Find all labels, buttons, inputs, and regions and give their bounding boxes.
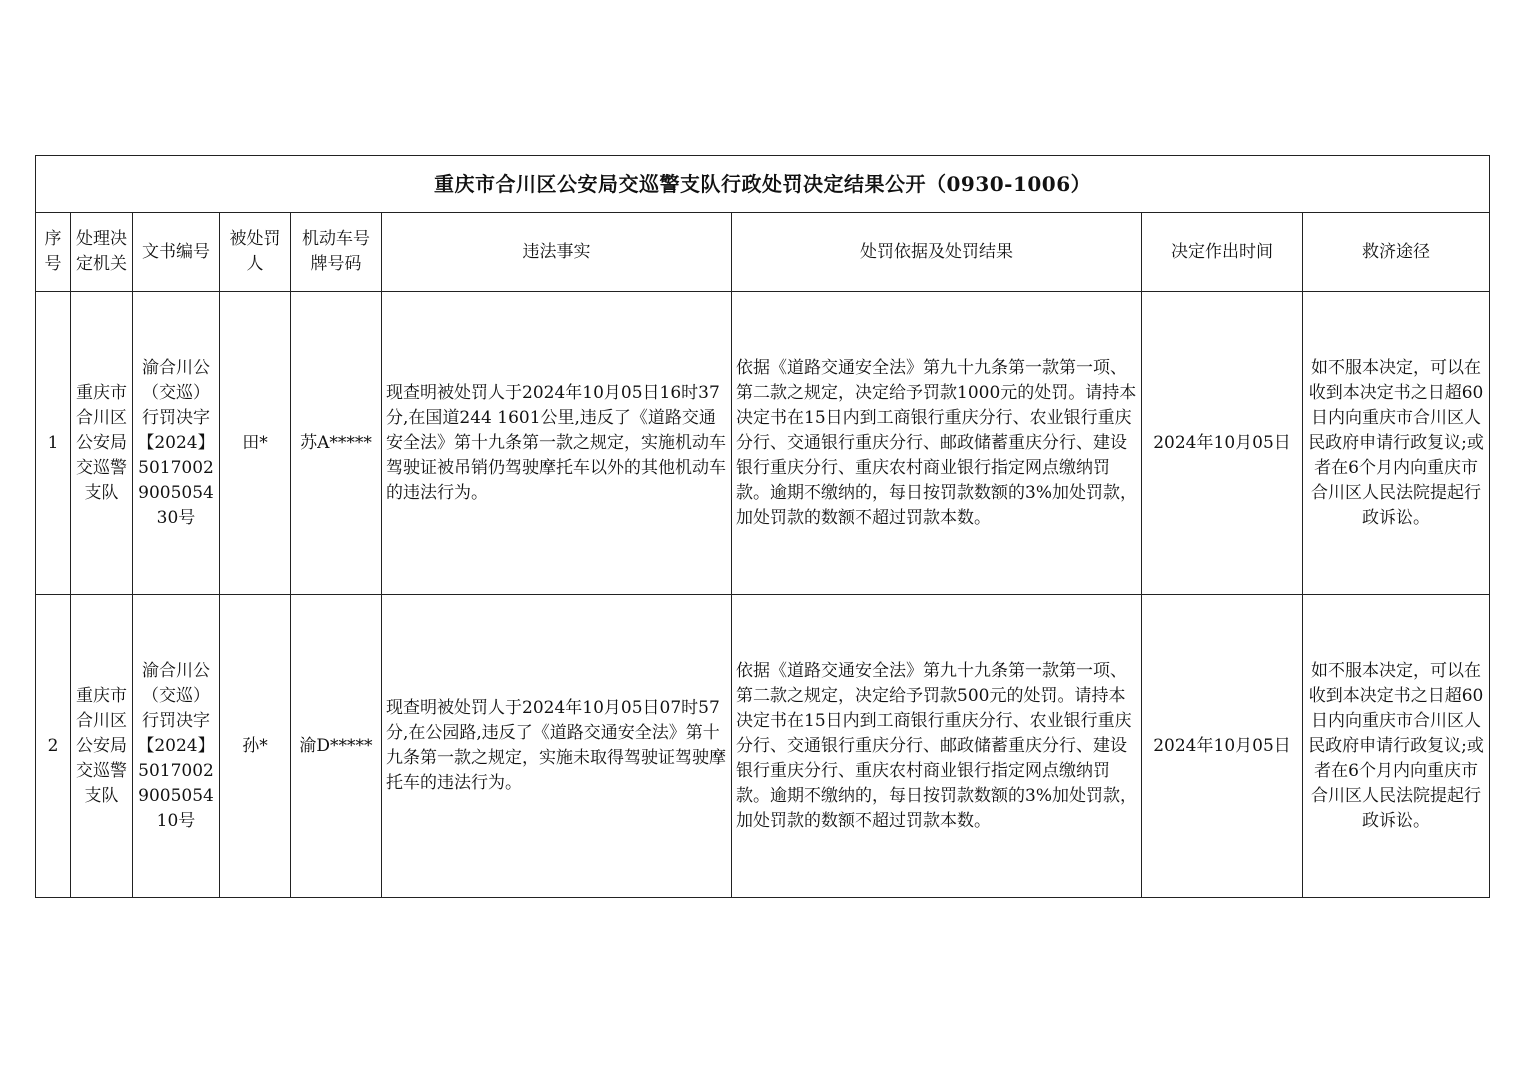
header-date: 决定作出时间 — [1142, 213, 1303, 292]
header-seq: 序号 — [36, 213, 71, 292]
header-person: 被处罚人 — [220, 213, 291, 292]
cell-plate: 苏A***** — [291, 292, 382, 595]
cell-person: 田* — [220, 292, 291, 595]
cell-person: 孙* — [220, 595, 291, 898]
cell-authority: 重庆市合川区公安局交巡警支队 — [71, 292, 133, 595]
cell-date: 2024年10月05日 — [1142, 292, 1303, 595]
cell-doc-no: 渝合川公（交巡）行罚决字【2024】5017002900505430号 — [133, 292, 220, 595]
table-title: 重庆市合川区公安局交巡警支队行政处罚决定结果公开（0930-1006） — [36, 156, 1490, 213]
cell-basis: 依据《道路交通安全法》第九十九条第一款第一项、第二款之规定，决定给予罚款500元的处罚。请持本决定书在15日内到工商银行重庆分行、农业银行重庆分行、交通银行重庆分行、邮政储蓄重庆分行、建设银行重庆分行、重庆农村商业银行指定网点缴纳罚款。逾期不缴纳的，每日按罚款数额的3%加处罚款，加处罚款的数额不超过罚款本数。 — [732, 595, 1142, 898]
cell-seq: 2 — [36, 595, 71, 898]
cell-basis: 依据《道路交通安全法》第九十九条第一款第一项、第二款之规定，决定给予罚款1000元的处罚。请持本决定书在15日内到工商银行重庆分行、农业银行重庆分行、交通银行重庆分行、邮政储蓄重庆分行、建设银行重庆分行、重庆农村商业银行指定网点缴纳罚款。逾期不缴纳的，每日按罚款数额的3%加处罚款，加处罚款的数额不超过罚款本数。 — [732, 292, 1142, 595]
cell-authority: 重庆市合川区公安局交巡警支队 — [71, 595, 133, 898]
table-row — [36, 292, 1490, 595]
table-row — [36, 595, 1490, 898]
cell-doc-no: 渝合川公（交巡）行罚决字【2024】5017002900505410号 — [133, 595, 220, 898]
header-authority: 处理决定机关 — [71, 213, 133, 292]
cell-fact: 现查明被处罚人于2024年10月05日16时37分,在国道244 1601公里,违反了《道路交通安全法》第十九条第一款之规定，实施机动车驾驶证被吊销仍驾驶摩托车以外的其他机动车的违法行为。 — [382, 292, 732, 595]
cell-plate: 渝D***** — [291, 595, 382, 898]
penalty-disclosure-table — [35, 155, 1490, 898]
header-row — [36, 213, 1490, 292]
cell-date: 2024年10月05日 — [1142, 595, 1303, 898]
cell-remedy: 如不服本决定，可以在收到本决定书之日超60日内向重庆市合川区人民政府申请行政复议;或者在6个月内向重庆市合川区人民法院提起行政诉讼。 — [1303, 595, 1490, 898]
header-doc-no: 文书编号 — [133, 213, 220, 292]
cell-remedy: 如不服本决定，可以在收到本决定书之日超60日内向重庆市合川区人民政府申请行政复议;或者在6个月内向重庆市合川区人民法院提起行政诉讼。 — [1303, 292, 1490, 595]
cell-seq: 1 — [36, 292, 71, 595]
header-fact: 违法事实 — [382, 213, 732, 292]
header-remedy: 救济途径 — [1303, 213, 1490, 292]
header-basis: 处罚依据及处罚结果 — [732, 213, 1142, 292]
cell-fact: 现查明被处罚人于2024年10月05日07时57分,在公园路,违反了《道路交通安全法》第十九条第一款之规定，实施未取得驾驶证驾驶摩托车的违法行为。 — [382, 595, 732, 898]
header-plate: 机动车号牌号码 — [291, 213, 382, 292]
